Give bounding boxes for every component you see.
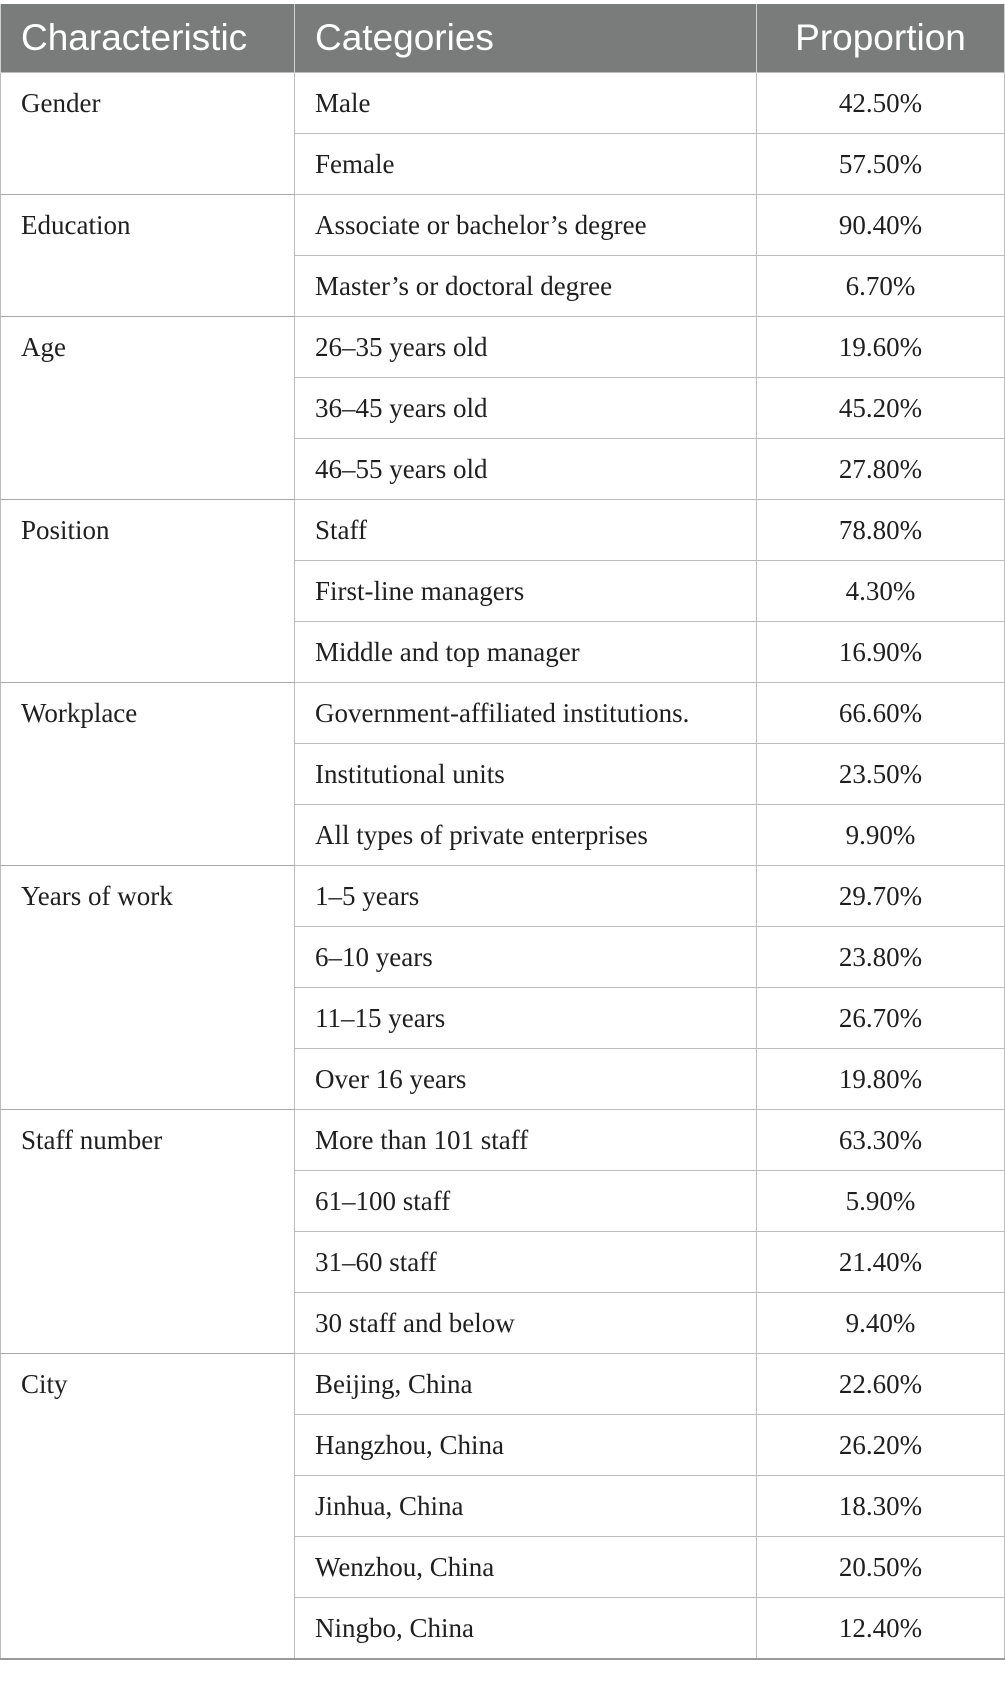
proportion-cell: 26.20% [757, 1415, 1005, 1476]
proportion-cell: 20.50% [757, 1537, 1005, 1598]
category-cell: 46–55 years old [295, 439, 757, 500]
characteristic-cell: Position [1, 500, 295, 683]
category-cell: Staff [295, 500, 757, 561]
table-row [1, 1110, 1005, 1171]
demographics-table [0, 4, 1005, 1660]
proportion-cell: 23.80% [757, 927, 1005, 988]
proportion-cell: 29.70% [757, 866, 1005, 927]
table-row [1, 866, 1005, 927]
table-row [1, 1354, 1005, 1415]
category-cell: 31–60 staff [295, 1232, 757, 1293]
table-row [1, 73, 1005, 134]
proportion-cell: 90.40% [757, 195, 1005, 256]
category-cell: Middle and top manager [295, 622, 757, 683]
category-cell: 36–45 years old [295, 378, 757, 439]
proportion-cell: 45.20% [757, 378, 1005, 439]
table-row [1, 683, 1005, 744]
proportion-cell: 12.40% [757, 1598, 1005, 1660]
category-cell: Associate or bachelor’s degree [295, 195, 757, 256]
category-cell: 11–15 years [295, 988, 757, 1049]
proportion-cell: 4.30% [757, 561, 1005, 622]
characteristic-cell: Education [1, 195, 295, 317]
proportion-cell: 5.90% [757, 1171, 1005, 1232]
header-row [1, 4, 1005, 73]
characteristic-cell: City [1, 1354, 295, 1660]
proportion-cell: 66.60% [757, 683, 1005, 744]
category-cell: 6–10 years [295, 927, 757, 988]
proportion-cell: 6.70% [757, 256, 1005, 317]
proportion-cell: 22.60% [757, 1354, 1005, 1415]
category-cell: Wenzhou, China [295, 1537, 757, 1598]
proportion-cell: 78.80% [757, 500, 1005, 561]
category-cell: Male [295, 73, 757, 134]
proportion-cell: 16.90% [757, 622, 1005, 683]
category-cell: Master’s or doctoral degree [295, 256, 757, 317]
header-proportion: Proportion [757, 4, 1005, 73]
characteristic-cell: Workplace [1, 683, 295, 866]
category-cell: 1–5 years [295, 866, 757, 927]
category-cell: Ningbo, China [295, 1598, 757, 1660]
proportion-cell: 9.90% [757, 805, 1005, 866]
header-characteristic: Characteristic [1, 4, 295, 73]
category-cell: First-line managers [295, 561, 757, 622]
table-row [1, 317, 1005, 378]
table-body [1, 73, 1005, 1660]
category-cell: 30 staff and below [295, 1293, 757, 1354]
category-cell: More than 101 staff [295, 1110, 757, 1171]
proportion-cell: 18.30% [757, 1476, 1005, 1537]
category-cell: 26–35 years old [295, 317, 757, 378]
header-categories: Categories [295, 4, 757, 73]
category-cell: All types of private enterprises [295, 805, 757, 866]
proportion-cell: 63.30% [757, 1110, 1005, 1171]
category-cell: Over 16 years [295, 1049, 757, 1110]
proportion-cell: 26.70% [757, 988, 1005, 1049]
proportion-cell: 19.60% [757, 317, 1005, 378]
category-cell: Hangzhou, China [295, 1415, 757, 1476]
characteristic-cell: Gender [1, 73, 295, 195]
proportion-cell: 57.50% [757, 134, 1005, 195]
proportion-cell: 27.80% [757, 439, 1005, 500]
proportion-cell: 9.40% [757, 1293, 1005, 1354]
table-row [1, 195, 1005, 256]
category-cell: 61–100 staff [295, 1171, 757, 1232]
proportion-cell: 42.50% [757, 73, 1005, 134]
table-header [1, 4, 1005, 73]
characteristic-cell: Age [1, 317, 295, 500]
characteristic-cell: Staff number [1, 1110, 295, 1354]
category-cell: Jinhua, China [295, 1476, 757, 1537]
category-cell: Beijing, China [295, 1354, 757, 1415]
category-cell: Government-affiliated institutions. [295, 683, 757, 744]
proportion-cell: 23.50% [757, 744, 1005, 805]
table-row [1, 500, 1005, 561]
category-cell: Female [295, 134, 757, 195]
proportion-cell: 19.80% [757, 1049, 1005, 1110]
category-cell: Institutional units [295, 744, 757, 805]
characteristic-cell: Years of work [1, 866, 295, 1110]
proportion-cell: 21.40% [757, 1232, 1005, 1293]
